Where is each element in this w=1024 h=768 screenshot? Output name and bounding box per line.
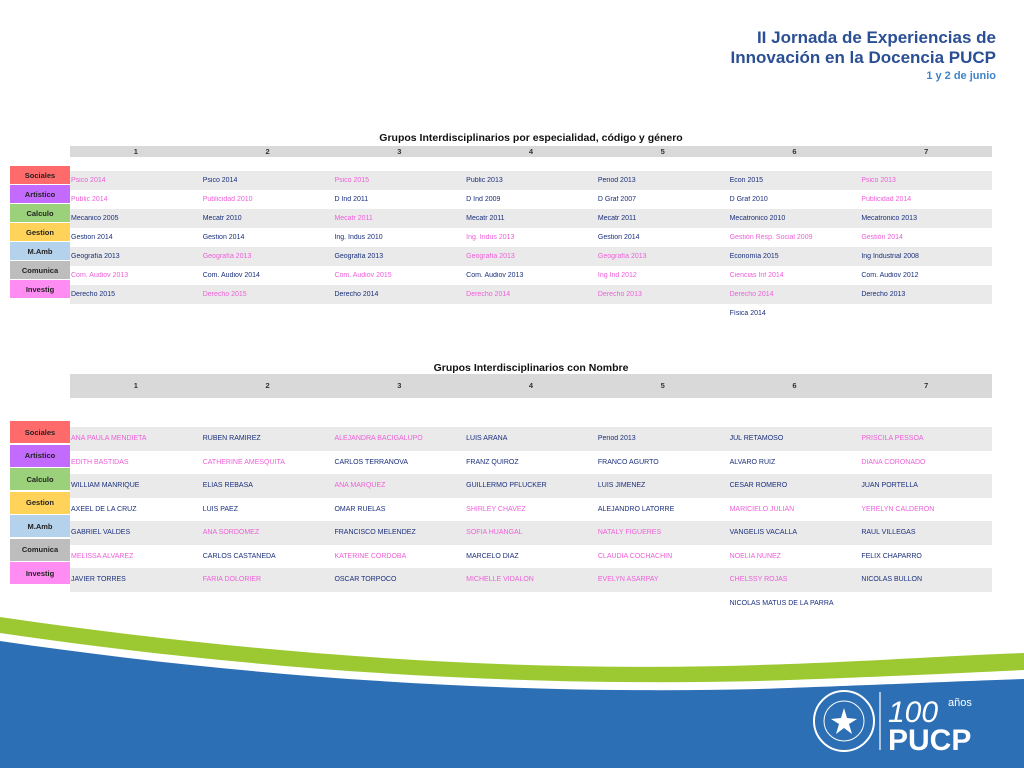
table1-column-1: 1 — [133, 147, 138, 156]
table2-cell: OMAR RUELAS — [334, 505, 386, 513]
table1-cell: Psico 2015 — [334, 177, 370, 184]
table2-cell: ELIAS REBASA — [202, 482, 253, 490]
table1-column-header — [70, 146, 992, 157]
table1-cell: Com. Audiov 2015 — [334, 272, 392, 279]
logo-anos: años — [948, 697, 972, 709]
table2-category-investig: Investig — [10, 562, 70, 584]
table2-column-5: 5 — [660, 381, 665, 390]
table2-cell: LUIS ARANA — [466, 435, 508, 443]
table2-cell: OSCAR TORPOCO — [334, 576, 397, 584]
table1-cell: Publicidad 2014 — [861, 196, 912, 203]
table1-cell: Mecatr 2011 — [597, 215, 637, 222]
table1-row — [70, 228, 992, 247]
table2-cell: ANA PAULA MENDIETA — [71, 435, 147, 443]
table2-cell: ANA SORDOMEZ — [202, 529, 260, 537]
table1-cell: Ing Ind 2012 — [597, 272, 637, 279]
table2-cell: ANA MARQUEZ — [334, 482, 386, 490]
table2-cell: GABRIEL VALDES — [71, 529, 131, 537]
table1-cell: Mecatronico 2010 — [729, 215, 786, 222]
table1-cell: Mecatr 2011 — [334, 215, 373, 222]
table2-cell: FRANCO AGURTO — [597, 458, 659, 466]
logo-100: 100 — [888, 696, 939, 729]
table2-cell: RUBEN RAMIREZ — [202, 435, 261, 443]
table1-cell: Gestión 2014 — [861, 234, 903, 241]
table2-cell: ALEJANDRO LATORRE — [597, 505, 675, 513]
table1-category-mamb: M.Amb — [10, 242, 70, 260]
table1-cell: Derecho 2014 — [334, 291, 379, 298]
table1-column-4: 4 — [528, 147, 534, 156]
table2-cell: Period 2013 — [597, 435, 636, 443]
table1-row — [70, 285, 992, 304]
table1-cell: Geografía 2013 — [597, 253, 647, 260]
table2-cell: NOELIA NUÑEZ — [729, 552, 781, 560]
table2-cell: DIANA CORONADO — [861, 458, 926, 466]
table1-cell: Ing. Indus 2010 — [334, 234, 383, 241]
table1-cell: Ing. Indus 2013 — [466, 234, 515, 241]
table2-row — [70, 498, 992, 522]
table1-cell: Gestion 2014 — [202, 234, 245, 241]
table2-cell: EVELYN ASARPAY — [597, 576, 659, 584]
table1-category-comunica: Comunica — [10, 261, 70, 279]
table1-cell: Derecho 2015 — [202, 291, 247, 298]
table2-cell: NICOLAS BULLON — [861, 576, 922, 584]
table1-cell: Geografía 2013 — [466, 253, 515, 260]
table2-cell: YERELYN CALDERON — [861, 505, 935, 513]
table2-category-mamb: M.Amb — [10, 515, 70, 537]
table1-cell: Derecho 2015 — [71, 291, 115, 298]
table1-row — [70, 304, 992, 323]
table1-cell: Mecatr 2011 — [466, 215, 505, 222]
table1-cell: Geografía 2013 — [71, 253, 120, 260]
table1-row — [70, 190, 992, 209]
table2-cell: ALEJANDRA BACIGALUPO — [334, 435, 423, 443]
table2-column-3: 3 — [397, 381, 402, 390]
table2-title: Grupos Interdisciplinarios con Nombre — [433, 362, 629, 374]
table1-cell: Gestion 2014 — [597, 234, 640, 241]
table2-grid — [70, 427, 992, 615]
table1-row — [70, 209, 992, 228]
table2-cell: KATERINE CORDOBA — [334, 552, 407, 560]
table1-cell: Public 2014 — [71, 196, 108, 203]
table1-cell: D Ind 2009 — [466, 196, 501, 203]
table2-row — [70, 427, 992, 451]
table1-cell: Econ 2015 — [729, 177, 764, 184]
table1-grid — [70, 171, 992, 323]
table1-cell: Derecho 2013 — [597, 291, 642, 298]
table2-cell: VANGELIS VACALLA — [729, 529, 798, 537]
table1-column-3: 3 — [397, 147, 402, 156]
table1-title: Grupos Interdisciplinarios por especialidad, código y género — [379, 132, 683, 144]
seal-star-icon — [831, 708, 857, 734]
table1-category-artistico: Artistico — [10, 185, 70, 203]
table1-cell: Com. Audiov 2013 — [466, 272, 524, 279]
table1-category-gestion: Gestion — [10, 223, 70, 241]
table1-cell: Derecho 2014 — [729, 291, 774, 298]
table2-cell: FELIX CHAPARRO — [861, 552, 922, 560]
table1-cell: Com. Audiov 2014 — [202, 272, 260, 279]
table2-category-artistico: Artistico — [10, 445, 70, 467]
table2-cell: JAVIER TORRES — [71, 576, 126, 584]
table1-column-7: 7 — [924, 147, 929, 156]
table2-cell: FRANCISCO MELENDEZ — [334, 529, 416, 537]
table1-cell: Ing Industrial 2008 — [861, 253, 919, 260]
table2-row — [70, 474, 992, 498]
table1-cell: Gestion 2014 — [71, 234, 113, 241]
table2-cell: NATALY FIGUERES — [597, 529, 662, 537]
table2-column-6: 6 — [792, 381, 797, 390]
table1-cell: Geografía 2013 — [202, 253, 252, 260]
table1-cell: D Graf 2007 — [597, 196, 637, 203]
table2-row — [70, 451, 992, 475]
table1-cell: Mecatr 2010 — [202, 215, 242, 222]
table2-column-7: 7 — [924, 381, 929, 390]
table1-cell: Ciencias Inf 2014 — [729, 272, 784, 279]
table2-column-1: 1 — [133, 381, 138, 390]
table2-cell: JUL RETAMOSO — [729, 435, 784, 443]
table1-cell: Derecho 2014 — [466, 291, 511, 298]
table2-cell: MARICIELO JULIAN — [729, 505, 795, 513]
event-header — [731, 28, 996, 84]
table1-cell: Gestión Resp. Social 2009 — [729, 234, 813, 241]
table1-column-6: 6 — [792, 147, 797, 156]
table1-row — [70, 247, 992, 266]
table2-cell: NICOLAS MATUS DE LA PARRA — [729, 599, 834, 607]
table2-cell: LUIS PAEZ — [202, 505, 238, 513]
table2-category-comunica: Comunica — [10, 539, 70, 561]
table2-cell: FRANZ QUIROZ — [466, 458, 519, 466]
table1-cell: Psico 2014 — [71, 177, 106, 184]
table2-row — [70, 545, 992, 569]
table1-cell: Derecho 2013 — [861, 291, 906, 298]
table1-cell: Com. Audiov 2012 — [861, 272, 919, 279]
table2-row — [70, 521, 992, 545]
table2-cell: SOFIA HUANGAL — [466, 529, 523, 537]
table2-cell: WILLIAM MANRIQUE — [71, 482, 140, 490]
table2-cell: ALVARO RUIZ — [729, 458, 776, 466]
table2-cell: EDITH BASTIDAS — [71, 458, 129, 466]
table1-cell: Period 2013 — [597, 177, 636, 184]
table2-cell: GUILLERMO PFLUCKER — [466, 482, 547, 490]
table1-cell: Publicidad 2010 — [202, 196, 253, 203]
table1-cell: D Ind 2011 — [334, 196, 369, 203]
table2-cell: CARLOS CASTAÑEDA — [202, 552, 276, 560]
pucp-100-logo — [812, 686, 1008, 756]
table2-cell: PRISCILA PESSOA — [861, 435, 924, 443]
table1-column-2: 2 — [265, 147, 270, 156]
table1-cell: Com. Audiov 2013 — [71, 272, 129, 279]
table1-cell: Psico 2014 — [202, 177, 238, 184]
table2-cell: JUAN PORTELLA — [861, 482, 918, 490]
logo-pucp: PUCP — [888, 724, 972, 756]
table2-column-4: 4 — [528, 381, 534, 390]
table2-cell: MICHELLE VIDALON — [466, 576, 534, 584]
table2-column-2: 2 — [265, 381, 270, 390]
table2-row — [70, 568, 992, 592]
table2-cell: CESAR ROMERO — [729, 482, 788, 490]
table1-cell: D Graf 2010 — [729, 196, 768, 203]
table2-category-gestion: Gestion — [10, 492, 70, 514]
table1-cell: Física 2014 — [729, 310, 766, 317]
table2-cell: CHELSSY ROJAS — [729, 576, 788, 584]
table2-category-sociales: Sociales — [10, 421, 70, 443]
table1-cell: Mecanico 2005 — [71, 215, 119, 222]
table2-cell: RAUL VILLEGAS — [861, 529, 916, 537]
table2-cell: CATHERINE AMESQUITA — [202, 458, 285, 466]
table2-cell: SHIRLEY CHAVEZ — [466, 505, 526, 513]
table2-cell: CARLOS TERRANOVA — [334, 458, 409, 466]
table1-category-calculo: Calculo — [10, 204, 70, 222]
table2-cell: AXEEL DE LA CRUZ — [71, 505, 137, 513]
table1-category-sociales: Sociales — [10, 166, 70, 184]
table2-cell: MELISSA ALVAREZ — [71, 552, 134, 560]
table1-cell: Public 2013 — [466, 177, 503, 184]
table2-cell: MARCELO DIAZ — [466, 552, 519, 560]
table1-cell: Psico 2013 — [861, 177, 896, 184]
table2-cell: LUIS JIMENEZ — [597, 482, 646, 490]
table1-row — [70, 266, 992, 285]
table2-cell: CLAUDIA COCHACHIN — [597, 552, 673, 560]
table1-cell: Mecatronico 2013 — [861, 215, 917, 222]
table1-cell: Economía 2015 — [729, 253, 779, 260]
event-dates: 1 y 2 de junio — [926, 70, 996, 82]
event-title-line1: II Jornada de Experiencias de — [756, 28, 996, 47]
event-title-line2: Innovación en la Docencia PUCP — [730, 48, 996, 67]
table2-column-header — [70, 374, 992, 398]
table1-cell: Geografía 2013 — [334, 253, 384, 260]
table1-column-5: 5 — [660, 147, 665, 156]
table2-cell: FARIA DOLORIER — [202, 576, 262, 584]
table2-category-calculo: Calculo — [10, 468, 70, 490]
table1-category-investig: Investig — [10, 280, 70, 298]
table1-row — [70, 171, 992, 190]
